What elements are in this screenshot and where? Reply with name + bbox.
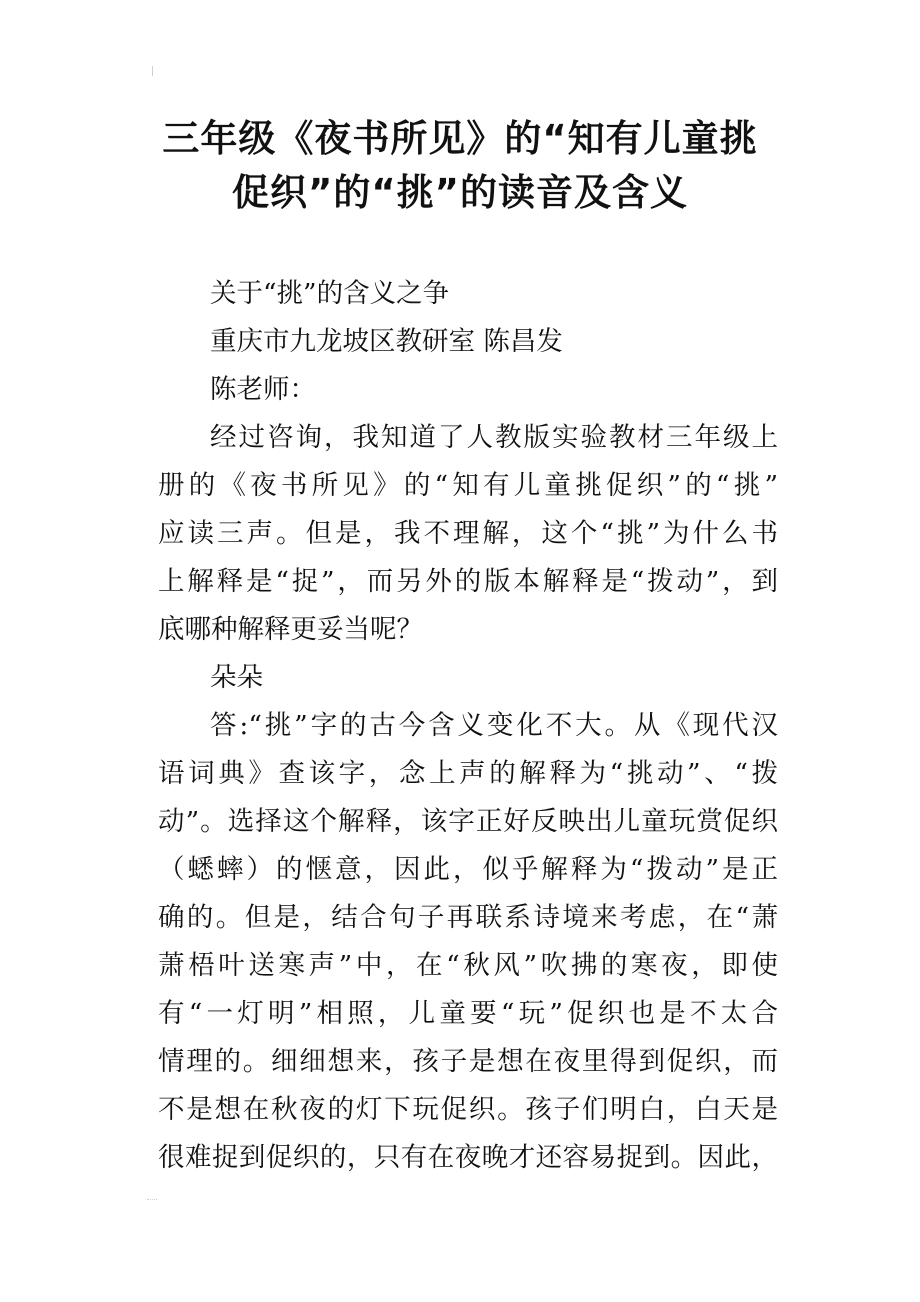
question-line: 经过咨询，我知道了人教版实验教材三年级上 bbox=[210, 422, 778, 453]
answer-line: 有“一灯明”相照，儿童要“玩”促织也是不太合 bbox=[158, 998, 778, 1029]
question-line: 底哪种解释更妥当呢？ bbox=[158, 614, 423, 645]
answer-line: 语词典》查该字，念上声的解释为“挑动”、“拨 bbox=[158, 758, 778, 789]
question-line: 上解释是“捉”，而另外的版本解释是“拨动”，到 bbox=[158, 566, 778, 597]
answer-line: （蟋蟀）的惬意，因此，似乎解释为“拨动”是正 bbox=[158, 854, 778, 885]
answer-line: 动”。选择这个解释，该字正好反映出儿童玩赏促织 bbox=[158, 806, 778, 837]
section-heading: 关于“挑”的含义之争 bbox=[210, 278, 450, 309]
answer-line: 确的。但是，结合句子再联系诗境来考虑，在“萧 bbox=[158, 902, 778, 933]
corner-crop-mark bbox=[152, 66, 159, 76]
question-line: 应读三声。但是，我不理解，这个“挑”为什么书 bbox=[158, 518, 778, 549]
answer-line: 情理的。细细想来，孩子是想在夜里得到促织，而 bbox=[158, 1046, 778, 1077]
author-line: 重庆市九龙坡区教研室 陈昌发 bbox=[210, 326, 563, 357]
answer-line: 不是想在秋夜的灯下玩促织。孩子们明白，白天是 bbox=[158, 1094, 778, 1125]
signature: 朵朵 bbox=[210, 662, 263, 693]
question-line: 册的《夜书所见》的“知有儿童挑促织”的“挑” bbox=[158, 470, 778, 501]
title-line: 促织”的“挑”的读音及含义 bbox=[232, 171, 688, 214]
document-body bbox=[158, 270, 778, 1182]
answer-line: 很难捉到促织的，只有在夜晚才还容易捉到。因此， bbox=[158, 1142, 778, 1173]
corner-crop-mark bbox=[147, 1193, 157, 1200]
document-title bbox=[110, 112, 810, 220]
salutation: 陈老师： bbox=[210, 374, 316, 405]
answer-line: 萧梧叶送寒声”中，在“秋风”吹拂的寒夜，即使 bbox=[158, 950, 778, 981]
title-line: 三年级《夜书所见》的“知有儿童挑 bbox=[162, 117, 758, 160]
answer-line: 答:“挑”字的古今含义变化不大。从《现代汉 bbox=[210, 710, 778, 741]
